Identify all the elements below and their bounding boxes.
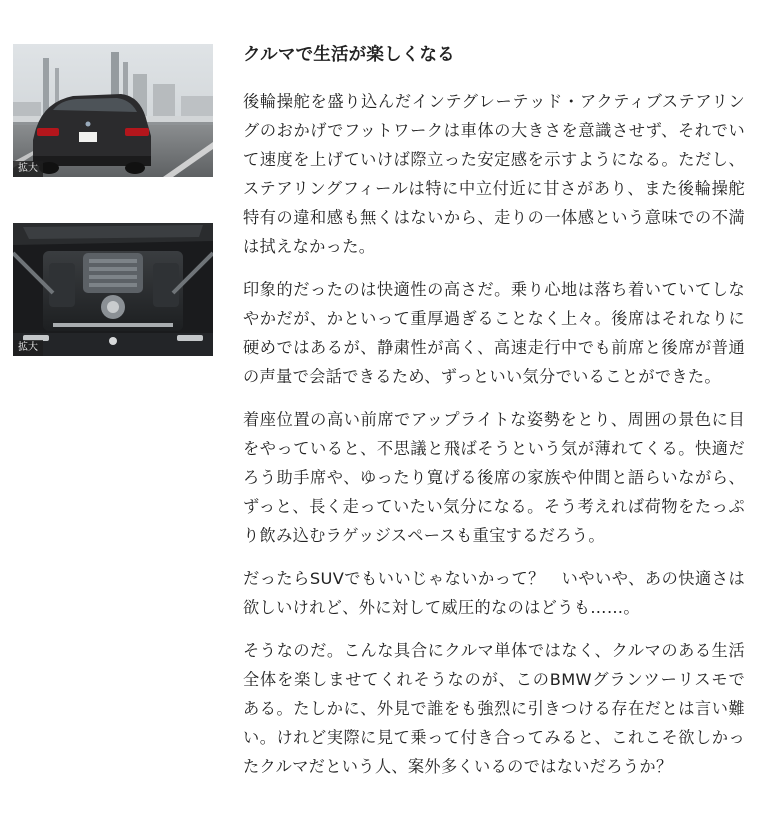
zoom-badge[interactable]: 拡大 <box>13 161 43 177</box>
photo-car-rear[interactable] <box>13 44 213 177</box>
section-heading: クルマで生活が楽しくなる <box>243 45 455 65</box>
car-rear-image <box>13 44 213 177</box>
article-body <box>243 40 745 795</box>
photo-column <box>13 44 213 356</box>
paragraph: そうなのだ。こんな具合にクルマ単体ではなく、クルマのある生活全体を楽しませてくれそうなのが、このBMWグランツーリスモである。たしかに、外見で誰をも強烈に引きつける存在だとは言い難い。けれど実際に見て乗って付き合ってみると、これこそ欲しかったクルマだという人、案外多くいるのではないだろうか？ <box>243 641 745 776</box>
engine-bay-image <box>13 223 213 356</box>
photo-engine-bay[interactable] <box>13 223 213 356</box>
paragraph: 着座位置の高い前席でアップライトな姿勢をとり、周囲の景色に目をやっていると、不思議と飛ばそうという気が薄れてくる。快適だろう助手席や、ゆったり寛げる後席の家族や仲間と語らいながら、ずっと、長く走っていたい気分になる。そう考えれば荷物をたっぷり飲み込むラゲッジスペースも重宝するだろう。 <box>243 410 745 545</box>
paragraph: 印象的だったのは快適性の高さだ。乗り心地は落ち着いていてしなやかだが、かといって重厚過ぎることなく上々。後席はそれなりに硬めではあるが、静粛性が高く、高速走行中でも前席と後席が普通の声量で会話できるため、ずっといい気分でいることができた。 <box>243 280 745 386</box>
paragraph: 後輪操舵を盛り込んだインテグレーテッド・アクティブステアリングのおかげでフットワークは車体の大きさを意識させず、それでいて速度を上げていけば際立った安定感を示すようになる。ただし、ステアリングフィールは特に中立付近に甘さがあり、また後輪操舵特有の違和感も無くはないから、走りの一体感という意味での不満は拭えなかった。 <box>243 92 745 256</box>
zoom-badge[interactable]: 拡大 <box>13 340 43 356</box>
paragraph: だったらSUVでもいいじゃないかって？ いやいや、あの快適さは欲しいけれど、外に対して威圧的なのはどうも……。 <box>243 569 745 617</box>
